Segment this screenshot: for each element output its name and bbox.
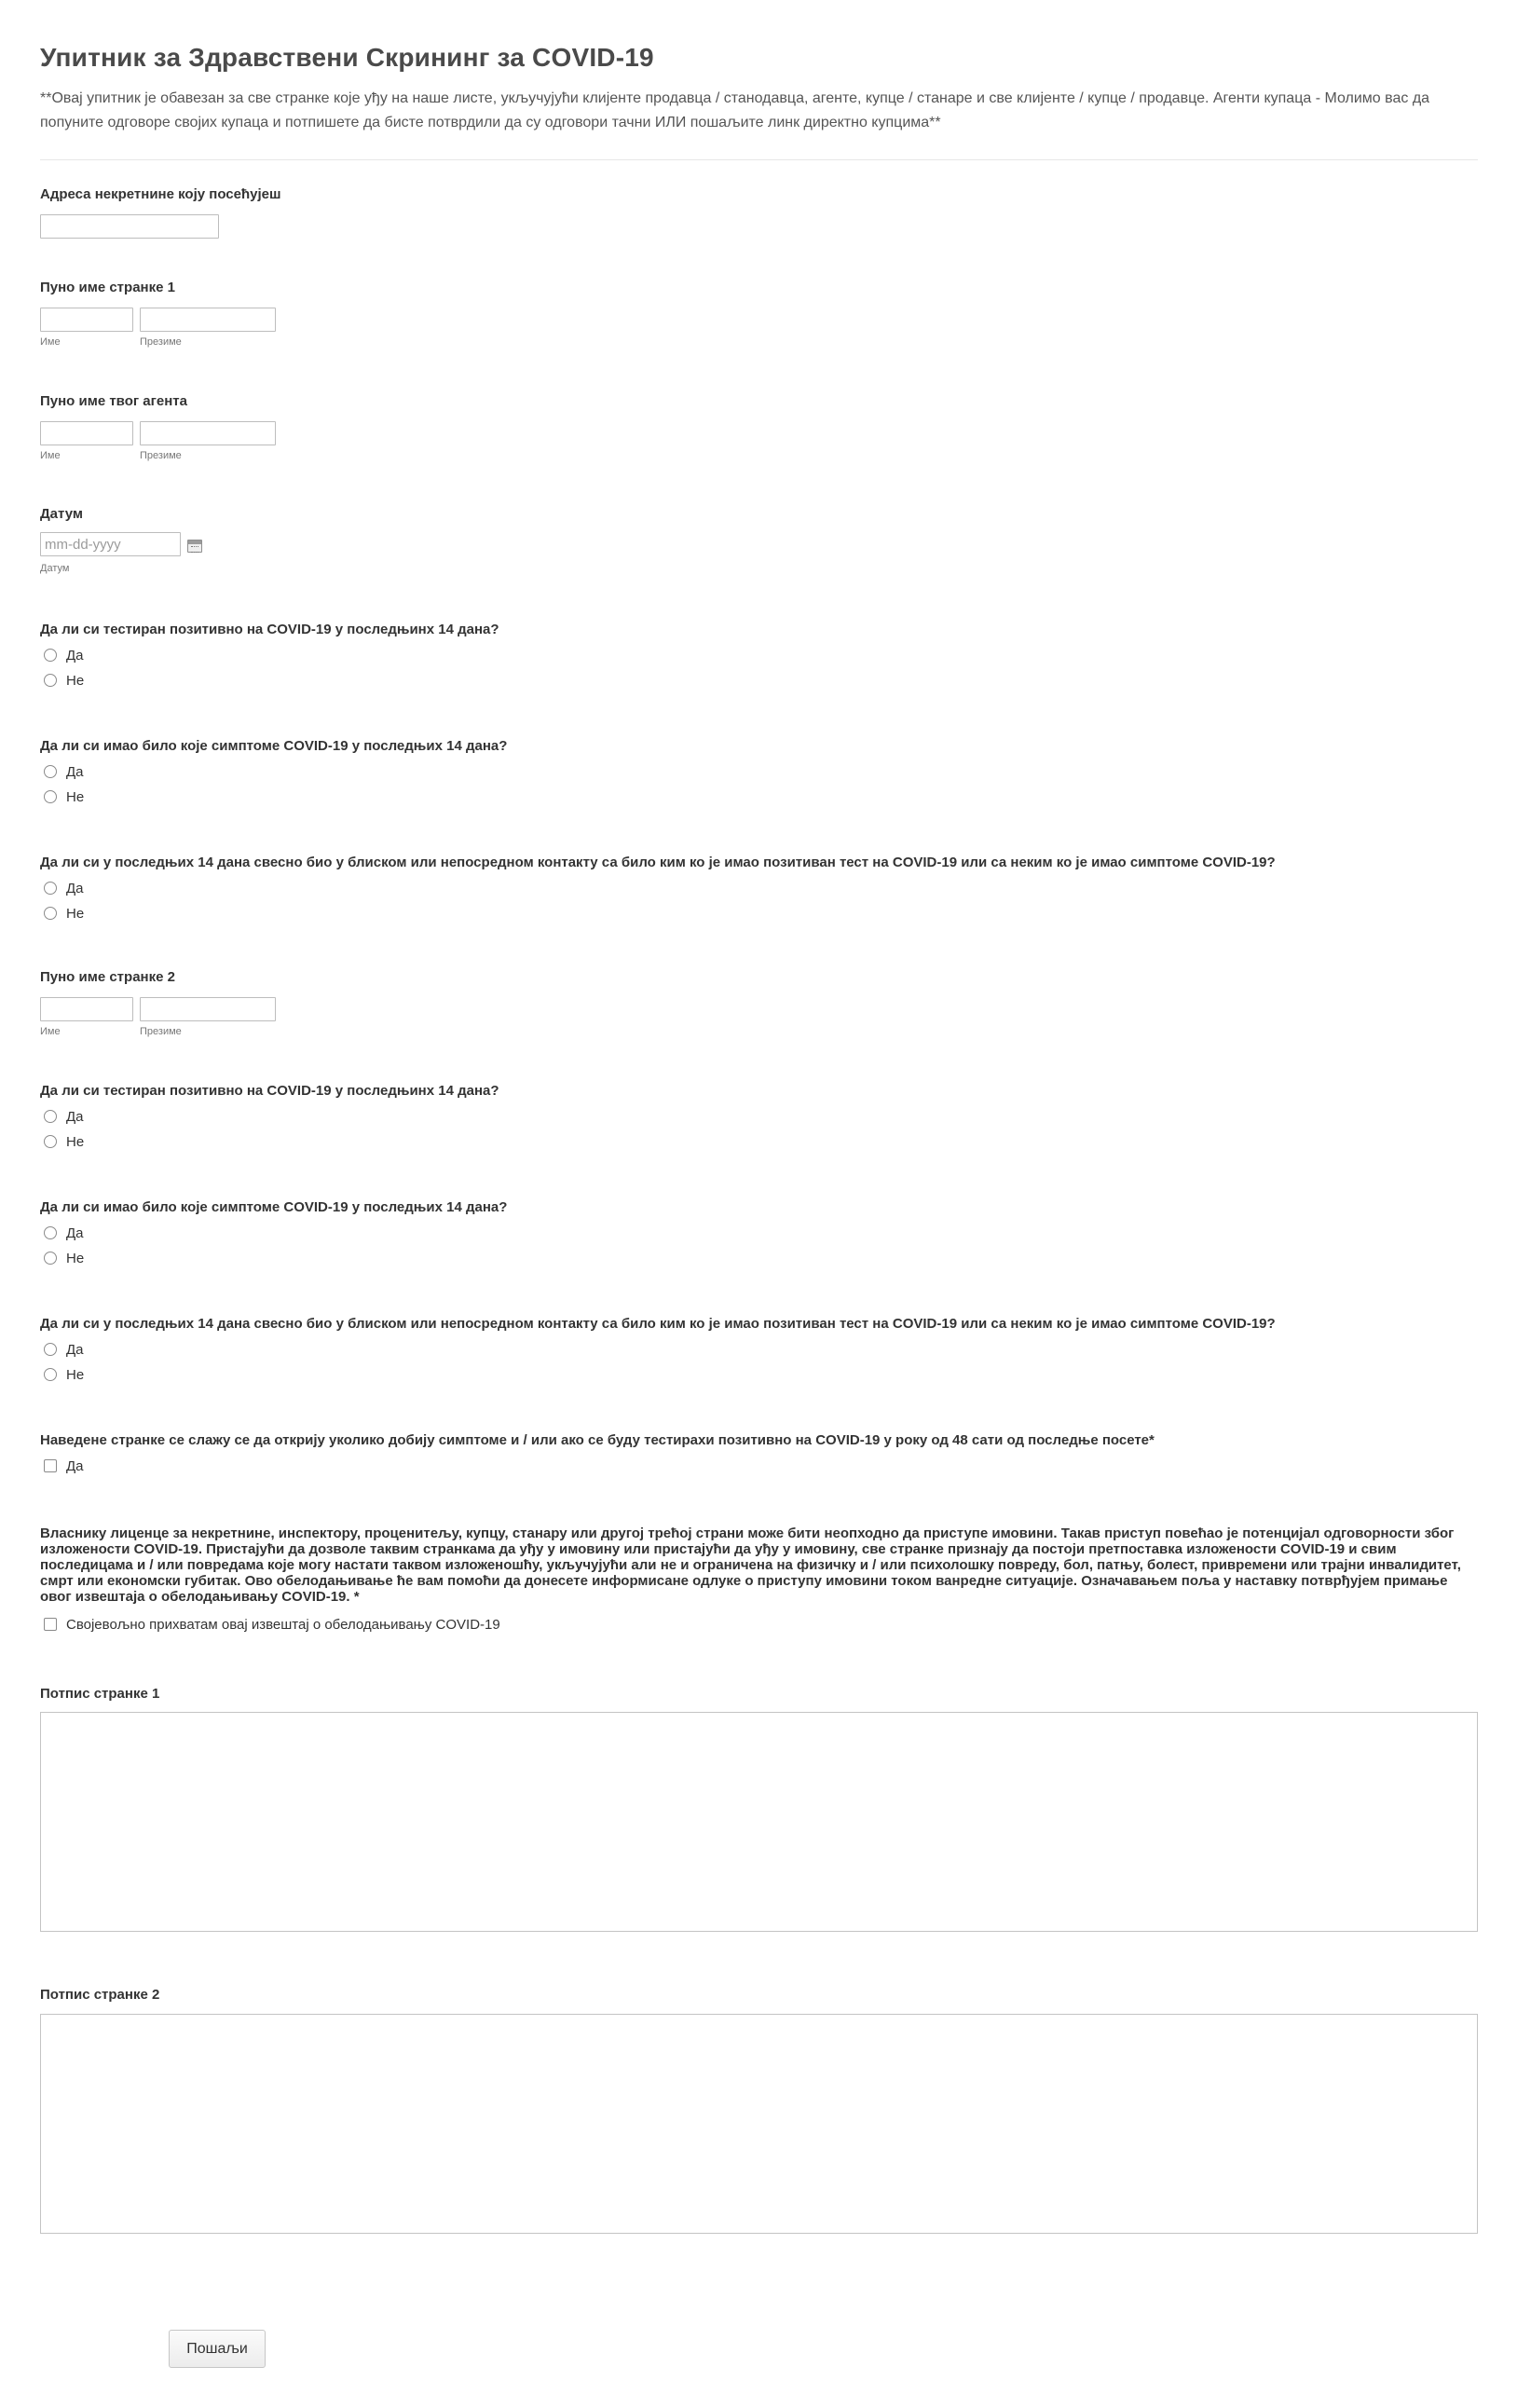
signature2-pad[interactable] <box>40 2014 1478 2234</box>
signature2-field <box>40 1987 1478 2004</box>
address-label: Адреса некретнине коју посећујеш <box>40 186 281 202</box>
date-field <box>40 506 83 574</box>
party1-contact-question <box>40 855 1276 922</box>
party1-contact-option-no[interactable]: Не <box>44 904 84 923</box>
radio-circle[interactable] <box>44 882 57 895</box>
party1-symptoms-option-yes[interactable]: Да <box>44 762 84 781</box>
agent-first-name-input[interactable] <box>40 421 133 445</box>
radio-circle[interactable] <box>44 649 57 662</box>
date-input[interactable] <box>40 532 181 556</box>
agent-name-label: Пуно име твог агента <box>40 393 187 409</box>
signature2-label: Потпис странке 2 <box>40 1987 160 2003</box>
party1-symptoms-label: Да ли си имао било које симптоме COVID-19 у последњих 14 дана? <box>40 738 508 754</box>
agree-disclose-field <box>40 1432 1155 1474</box>
address-field <box>40 186 281 203</box>
radio-circle[interactable] <box>44 907 57 920</box>
party2-name-label: Пуно име странке 2 <box>40 969 175 985</box>
party2-contact-option-no[interactable]: Не <box>44 1365 84 1384</box>
party1-symptoms-question <box>40 738 508 805</box>
radio-circle[interactable] <box>44 1135 57 1148</box>
party2-tested-label: Да ли си тестиран позитивно на COVID-19 у последњинх 14 дана? <box>40 1083 499 1099</box>
disclosure-accept-option[interactable]: Својевољно прихватам овај извештај о обелодањивању COVID-19 <box>44 1615 500 1634</box>
party2-tested-option-yes[interactable]: Да <box>44 1107 84 1126</box>
radio-circle[interactable] <box>44 790 57 803</box>
party2-tested-question <box>40 1083 499 1150</box>
calendar-icon[interactable] <box>187 540 202 553</box>
party2-tested-option-no[interactable]: Не <box>44 1132 84 1151</box>
party1-tested-question <box>40 622 499 689</box>
party1-last-sublabel: Презиме <box>140 336 182 348</box>
agent-last-name-input[interactable] <box>140 421 276 445</box>
party1-tested-option-no[interactable]: Не <box>44 671 84 690</box>
radio-circle[interactable] <box>44 765 57 778</box>
date-sublabel: Датум <box>40 563 70 574</box>
party1-first-sublabel: Име <box>40 336 61 348</box>
checkbox[interactable] <box>44 1459 57 1472</box>
radio-circle[interactable] <box>44 1226 57 1239</box>
party2-symptoms-option-no[interactable]: Не <box>44 1249 84 1267</box>
date-label: Датум <box>40 506 83 522</box>
agree-disclose-label: Наведене странке се слажу се да открију уколико добију симптоме и / или ако се буду тестирахи позитивно на COVID-19 у року од 48 сати од последње посете* <box>40 1432 1155 1448</box>
party2-symptoms-question <box>40 1199 508 1266</box>
header-divider <box>40 159 1478 160</box>
party1-tested-label: Да ли си тестиран позитивно на COVID-19 у последњинх 14 дана? <box>40 622 499 637</box>
agree-disclose-option-yes[interactable]: Да <box>44 1457 84 1475</box>
party2-last-sublabel: Презиме <box>140 1026 182 1037</box>
party1-symptoms-option-no[interactable]: Не <box>44 787 84 806</box>
signature1-field <box>40 1686 1478 1703</box>
party1-name-field <box>40 280 182 348</box>
party2-contact-label: Да ли си у последњих 14 дана свесно био у блиском или непосредном контакту са било ким ко је имао позитиван тест на COVID-19 или са неким ко је имао симптоме COVID-19? <box>40 1316 1276 1332</box>
form-description: **Овај упитник је обавезан за све странке које уђу на наше листе, укључујући клијенте продавца / станодавца, агенте, купце / станаре и све клијенте / купце / продавце. Агенти купаца - Молимо вас да попуните одговоре својих купаца и потпишете да бисте потврдили да су одговори тачни ИЛИ пошаљите линк директно купцима** <box>40 90 1430 130</box>
checkbox[interactable] <box>44 1618 57 1631</box>
party2-first-name-input[interactable] <box>40 997 133 1021</box>
disclosure-field <box>40 1526 1475 1633</box>
address-input[interactable] <box>40 214 219 239</box>
agent-last-sublabel: Презиме <box>140 450 182 461</box>
radio-circle[interactable] <box>44 1110 57 1123</box>
party2-contact-question <box>40 1316 1276 1383</box>
party1-tested-option-yes[interactable]: Да <box>44 646 84 664</box>
party2-symptoms-label: Да ли си имао било које симптоме COVID-19 у последњих 14 дана? <box>40 1199 508 1215</box>
radio-circle[interactable] <box>44 1343 57 1356</box>
agent-first-sublabel: Име <box>40 450 61 461</box>
submit-button[interactable]: Пошаљи <box>169 2330 266 2368</box>
party2-first-sublabel: Име <box>40 1026 61 1037</box>
party2-name-field <box>40 969 182 1037</box>
party1-contact-label: Да ли си у последњих 14 дана свесно био у блиском или непосредном контакту са било ким ко је имао позитиван тест на COVID-19 или са неким ко је имао симптоме COVID-19? <box>40 855 1276 870</box>
party1-first-name-input[interactable] <box>40 308 133 332</box>
disclosure-label: Власнику лиценце за некретнине, инспектору, проценитељу, купцу, станару или другој трећој страни може бити неопходно да приступе имовини. Такав приступ повећао је потенцијал одговорности због изложености COVID-19. Пристајући да дозволе таквим странкама да уђу у имовину или пристајући да уђу у имовину, све странке признају да постоји претпоставка изложености COVID-19 и свим последицама и / или повредама које могу настати таквом изложеношћу, укључујући али не и ограничена на физичку и / или психолошку повреду, бол, патњу, болест, привремени или трајни инвалидитет, смрт или економски губитак. Ово обелодањивање ће вам помоћи да донесете информисане одлуке о приступу имовини током ванредне ситуације. Означавањем поља у наставку потврђујем примање овог извештаја о обелодањивању COVID-19. * <box>40 1526 1461 1605</box>
signature1-pad[interactable] <box>40 1712 1478 1932</box>
form-title: Упитник за Здравствени Скрининг за COVID-19 <box>40 43 654 72</box>
radio-circle[interactable] <box>44 674 57 687</box>
party2-contact-option-yes[interactable]: Да <box>44 1340 84 1359</box>
party1-name-label: Пуно име странке 1 <box>40 280 175 295</box>
radio-circle[interactable] <box>44 1252 57 1265</box>
party2-last-name-input[interactable] <box>140 997 276 1021</box>
party2-symptoms-option-yes[interactable]: Да <box>44 1224 84 1242</box>
signature1-label: Потпис странке 1 <box>40 1686 160 1702</box>
radio-circle[interactable] <box>44 1368 57 1381</box>
party1-contact-option-yes[interactable]: Да <box>44 879 84 897</box>
agent-name-field <box>40 393 187 461</box>
party1-last-name-input[interactable] <box>140 308 276 332</box>
